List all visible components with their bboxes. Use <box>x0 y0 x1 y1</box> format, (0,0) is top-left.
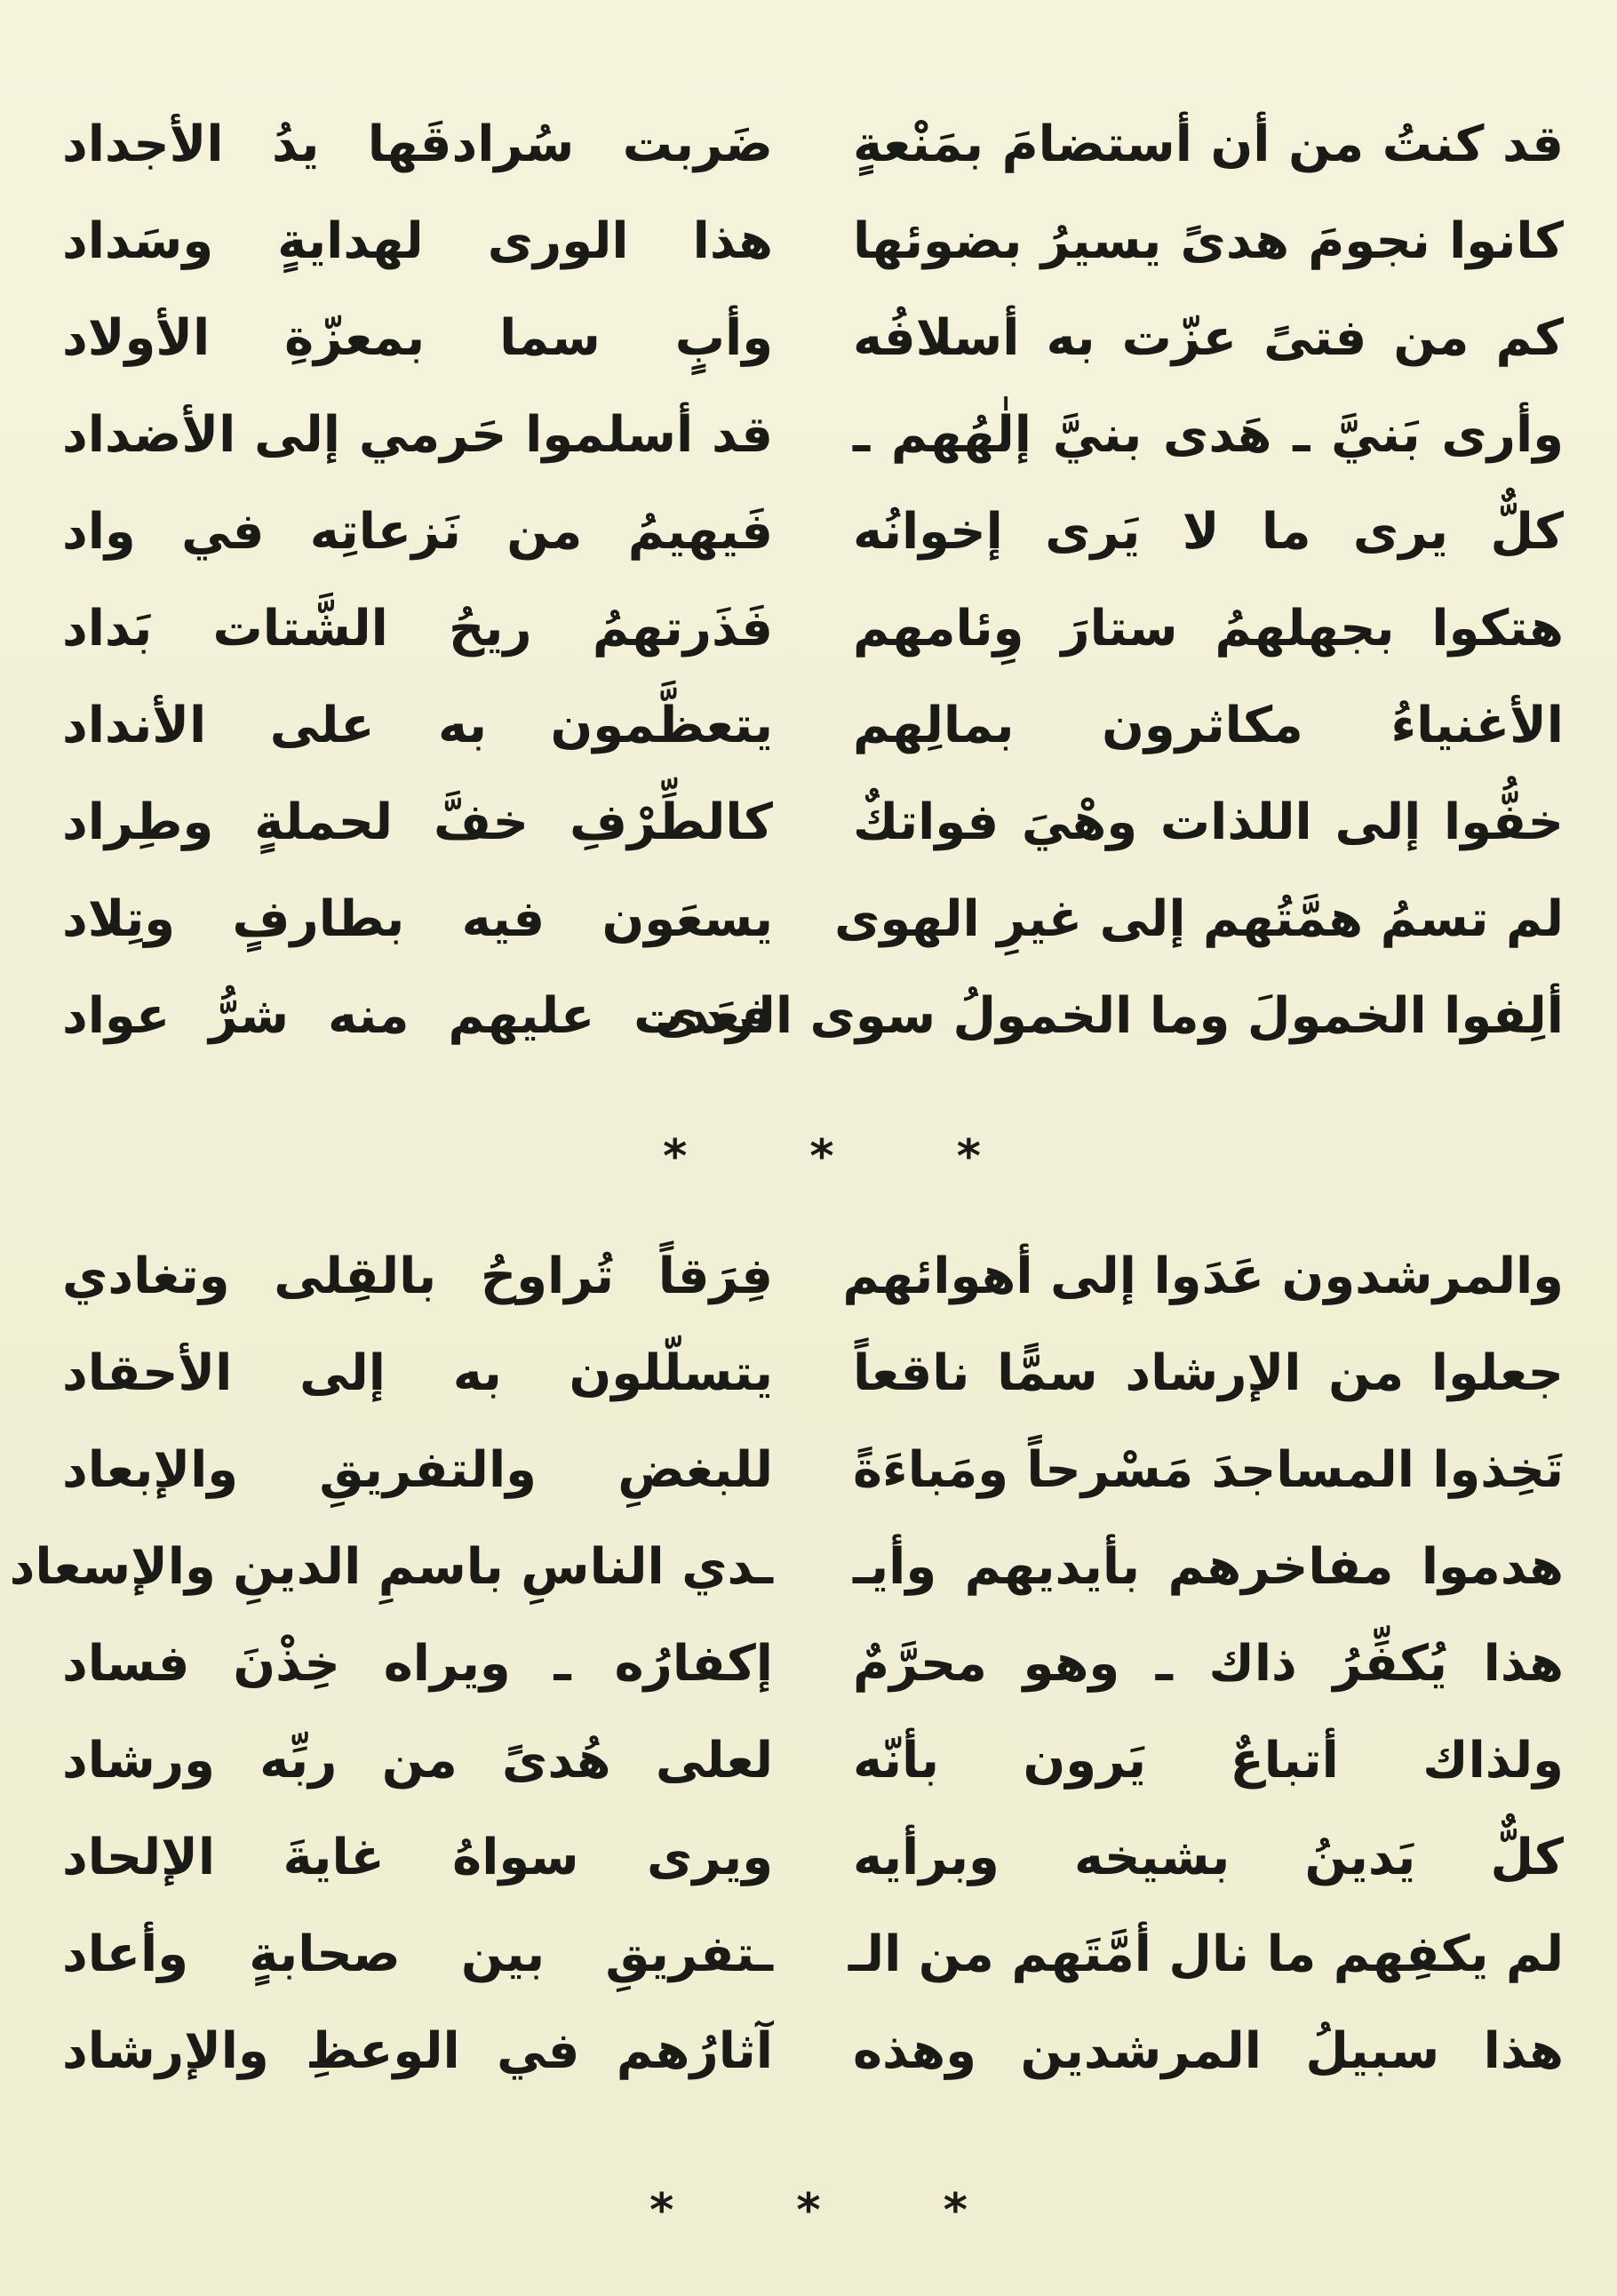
verse-line <box>62 968 1564 1064</box>
second-hemistich: يتسلّلون به إلى الأحقاد <box>62 1343 773 1402</box>
stanza-divider-asterisks: * * * <box>649 2184 1021 2237</box>
stanza-divider-asterisks: * * * <box>663 1130 1034 1184</box>
second-hemistich: فعَدت عليهم منه شرُّ عواد <box>62 986 773 1045</box>
first-hemistich: كلٌّ يرى ما لا يَرى إخوانُه <box>853 502 1564 561</box>
first-hemistich: الأغنياءُ مكاثرون بمالِهم <box>853 696 1564 754</box>
verse-line <box>62 2003 1564 2100</box>
verse-line <box>62 1809 1564 1906</box>
second-hemistich: ـدي الناسِ باسمِ الدينِ والإسعاد <box>9 1537 773 1596</box>
second-hemistich: فَيهيمُ من نَزعاتِه في واد <box>62 502 773 561</box>
second-hemistich: يسعَون فيه بطارفٍ وتِلاد <box>62 889 773 948</box>
verse-line <box>62 290 1564 387</box>
first-hemistich: وأرى بَنيَّ ـ هَدى بنيَّ إلٰهُهم ـ <box>853 405 1564 464</box>
verse-line <box>62 774 1564 871</box>
verse-line <box>62 96 1564 193</box>
poem-stanza-2 <box>9 1228 1564 2100</box>
second-hemistich: هذا الورى لهدايةٍ وسَداد <box>62 211 773 270</box>
verse-line <box>62 580 1564 677</box>
first-hemistich: لم تسمُ همَّتُهم إلى غيرِ الهوى <box>834 889 1564 948</box>
verse-line <box>62 193 1564 290</box>
verse-line <box>62 871 1564 968</box>
first-hemistich: ألِفوا الخمولَ وما الخمولُ سوى الردى <box>654 986 1564 1045</box>
second-hemistich: ويرى سواهُ غايةَ الإلحاد <box>62 1828 773 1886</box>
first-hemistich: ولذاك أتباعٌ يَرون بأنّه <box>853 1731 1564 1790</box>
second-hemistich: ـتفريقِ بين صحابةٍ وأعاد <box>62 1925 773 1983</box>
verse-line <box>9 1519 1564 1615</box>
first-hemistich: تَخِذوا المساجدَ مَسْرحاً ومَباءَةً <box>853 1440 1564 1499</box>
verse-line <box>62 1228 1564 1325</box>
second-hemistich: وأبٍ سما بمعزّةِ الأولاد <box>62 308 773 367</box>
verse-line <box>62 387 1564 483</box>
first-hemistich: كلٌّ يَدينُ بشيخه وبرأيه <box>853 1828 1564 1886</box>
first-hemistich: قد كنتُ من أن أستضامَ بمَنْعةٍ <box>853 115 1564 173</box>
second-hemistich: ضَربت سُرادقَها يدُ الأجداد <box>62 115 773 173</box>
second-hemistich: كالطِّرْفِ خفَّ لحملةٍ وطِراد <box>62 793 773 851</box>
verse-line <box>62 677 1564 774</box>
verse-line <box>62 1906 1564 2003</box>
first-hemistich: كانوا نجومَ هدىً يسيرُ بضوئها <box>853 211 1564 270</box>
second-hemistich: قد أسلموا حَرمي إلى الأضداد <box>62 405 773 464</box>
second-hemistich: فِرَقاً تُراوحُ بالقِلى وتغادي <box>62 1247 773 1305</box>
second-hemistich: آثارُهم في الوعظِ والإرشاد <box>62 2021 773 2080</box>
verse-line <box>62 1325 1564 1422</box>
verse-line <box>62 483 1564 580</box>
verse-line <box>62 1615 1564 1712</box>
second-hemistich: لعلى هُدىً من ربِّه ورشاد <box>62 1731 773 1790</box>
first-hemistich: خفُّوا إلى اللذات وهْيَ فواتكٌ <box>853 793 1564 851</box>
first-hemistich: لم يكفِهم ما نال أمَّتَهم من الـ <box>848 1925 1564 1983</box>
second-hemistich: إكفارُه ـ ويراه خِذْنَ فساد <box>62 1634 773 1693</box>
first-hemistich: هتكوا بجهلهمُ ستارَ وِئامهم <box>853 599 1564 658</box>
verse-line <box>62 1712 1564 1809</box>
first-hemistich: والمرشدون عَدَوا إلى أهوائهم <box>842 1247 1564 1305</box>
first-hemistich: هذا سبيلُ المرشدين وهذه <box>853 2021 1564 2080</box>
poem-stanza-1 <box>62 96 1564 1064</box>
first-hemistich: هذا يُكفِّرُ ذاك ـ وهو محرَّمٌ <box>853 1634 1564 1693</box>
second-hemistich: يتعظَّمون به على الأنداد <box>62 696 773 754</box>
first-hemistich: هدموا مفاخرهم بأيديهم وأيـ <box>853 1537 1564 1596</box>
first-hemistich: جعلوا من الإرشاد سمًّا ناقعاً <box>853 1343 1564 1402</box>
second-hemistich: فَذَرتهمُ ريحُ الشَّتات بَداد <box>62 599 773 658</box>
second-hemistich: للبغضِ والتفريقِ والإبعاد <box>62 1440 773 1499</box>
first-hemistich: كم من فتىً عزّت به أسلافُه <box>853 308 1564 367</box>
verse-line <box>62 1422 1564 1519</box>
